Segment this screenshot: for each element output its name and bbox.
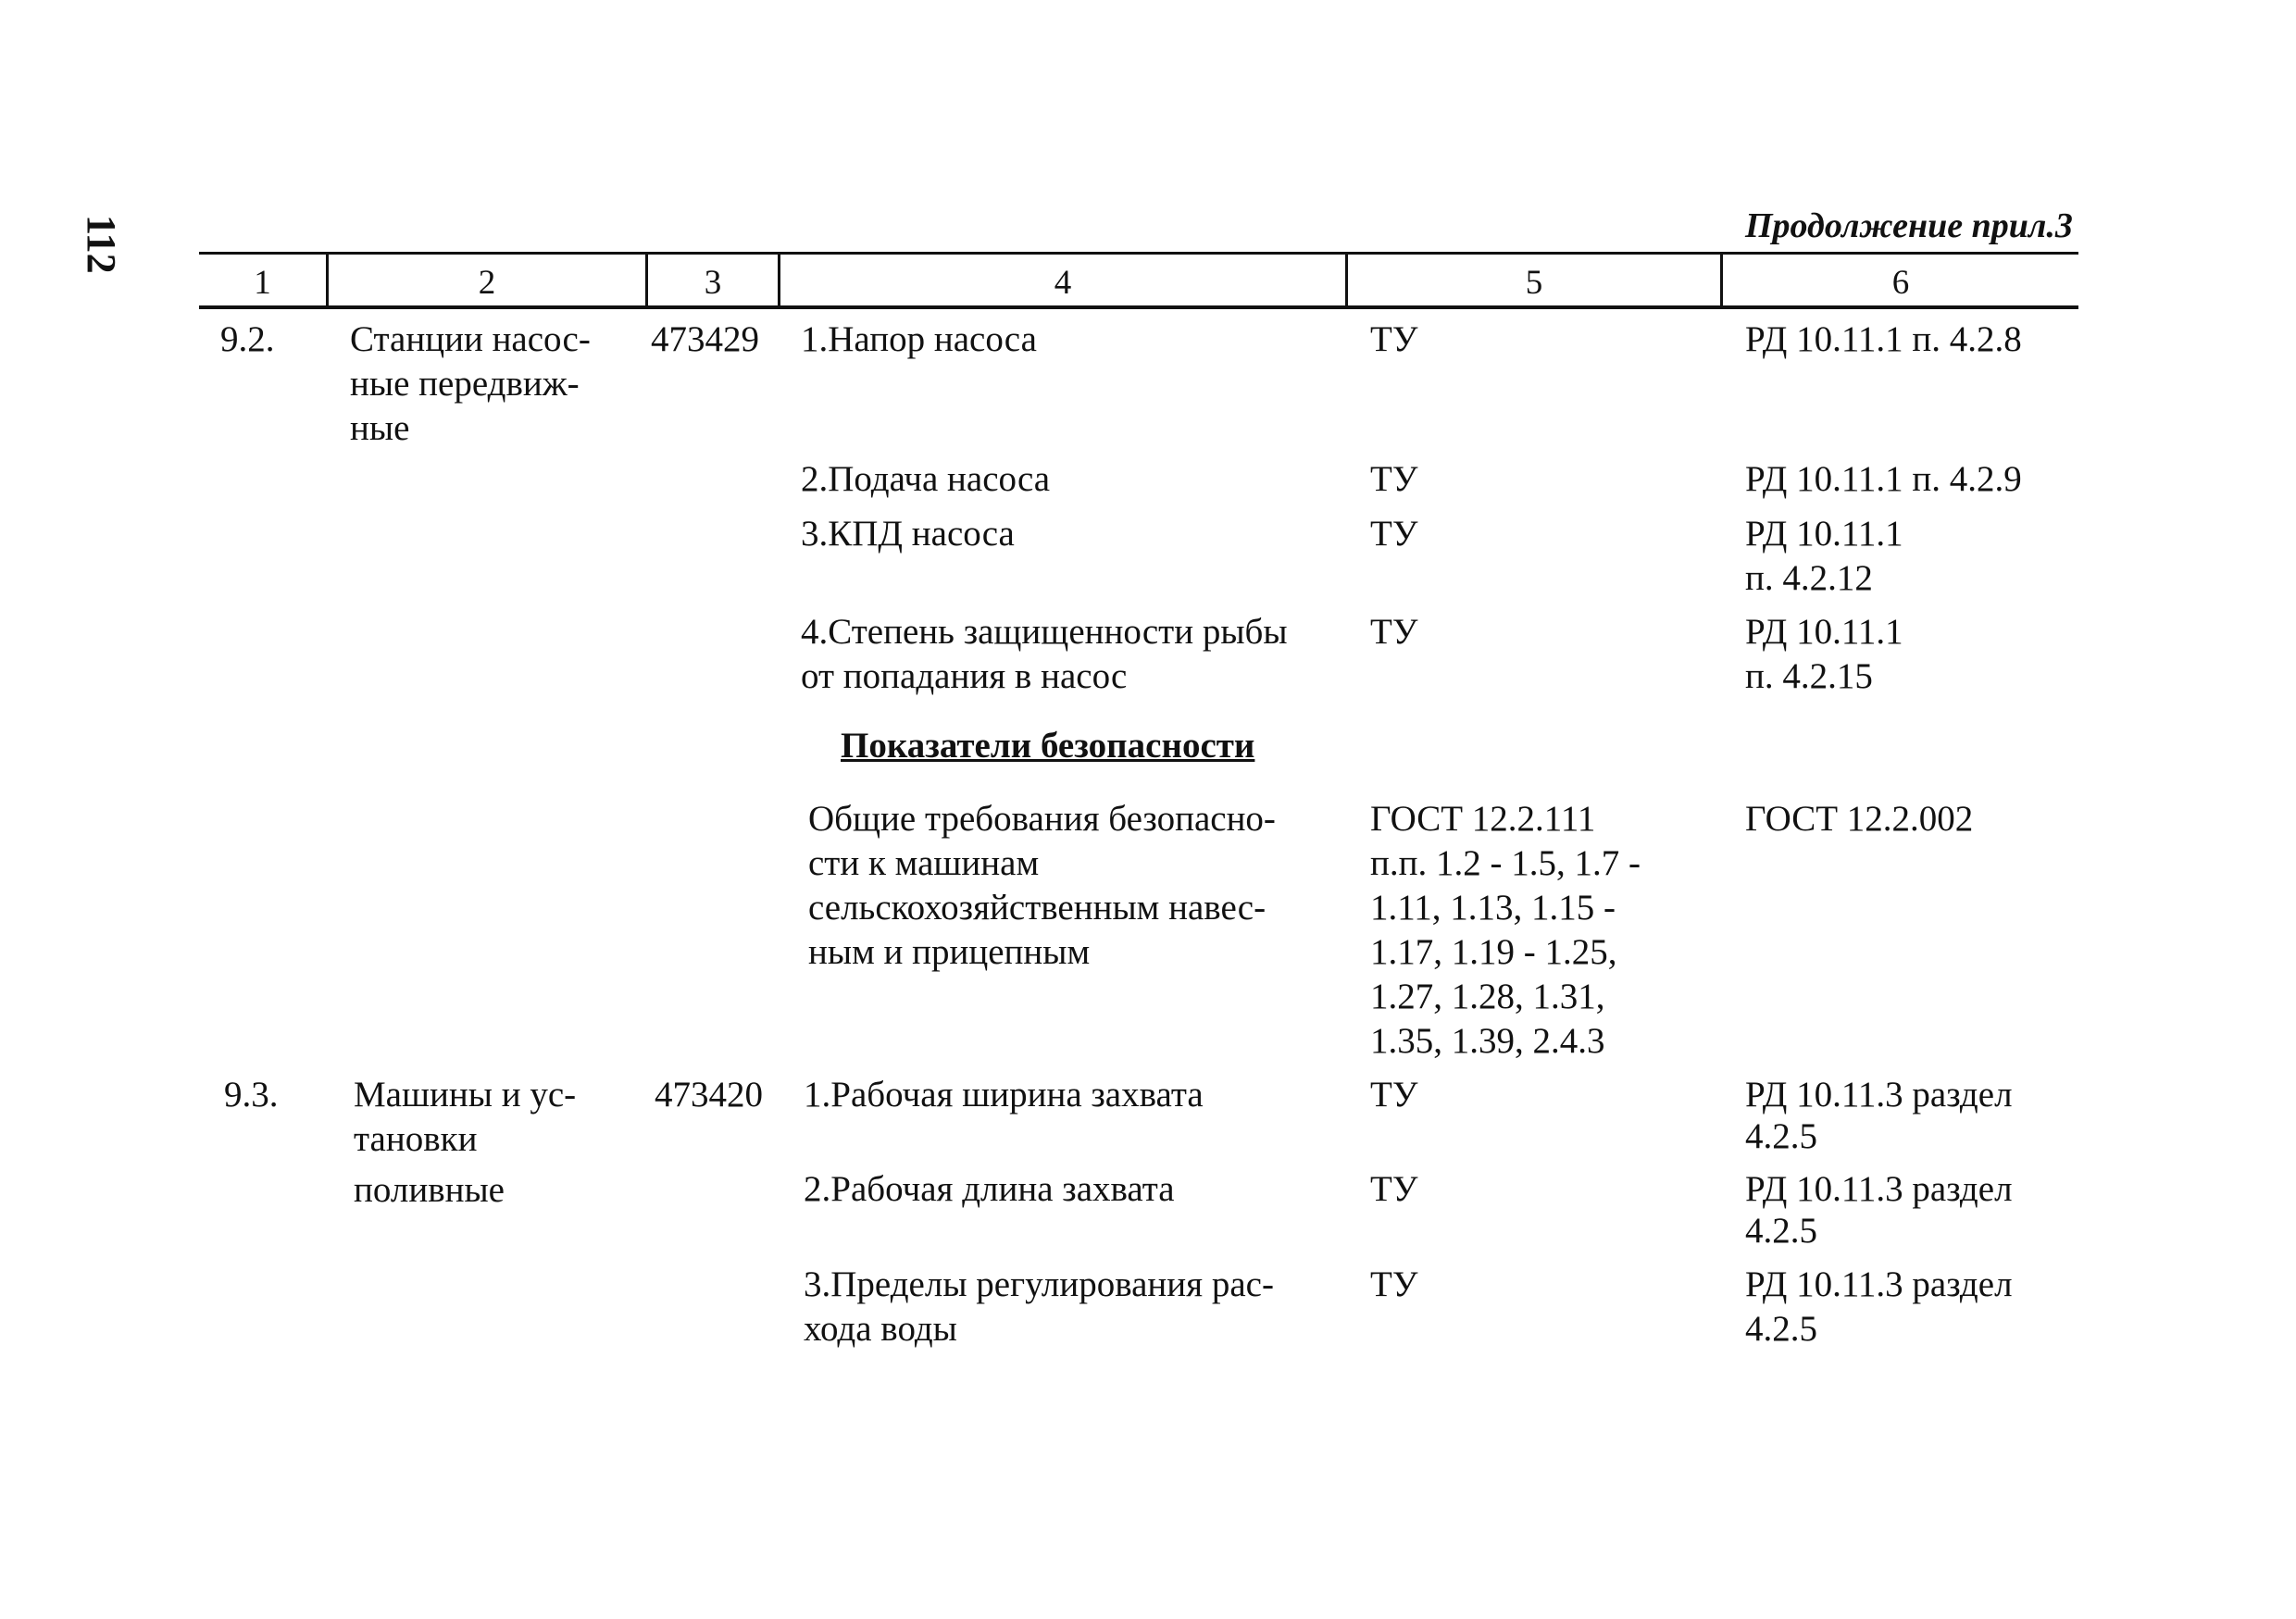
method-9-3-2: ТУ bbox=[1370, 1169, 1418, 1209]
safety-param-line-4: ным и прицепным bbox=[808, 932, 1091, 972]
param-9-3-1: 1.Рабочая ширина захвата bbox=[804, 1075, 1204, 1115]
param-9-2-3: 3.КПД насоса bbox=[801, 514, 1015, 554]
safety-method-line-6: 1.35, 1.39, 2.4.3 bbox=[1370, 1021, 1605, 1061]
safety-method-line-4: 1.17, 1.19 - 1.25, bbox=[1370, 932, 1617, 972]
doc-9-3-3-line-1: РД 10.11.3 раздел bbox=[1745, 1264, 2013, 1304]
group-9-3-name-line-2: тановки bbox=[354, 1119, 478, 1159]
section-title-safety: Показатели безопасности bbox=[841, 726, 1255, 766]
doc-9-3-2-line-1: РД 10.11.3 раздел bbox=[1745, 1169, 2013, 1209]
group-9-3-number: 9.3. bbox=[224, 1075, 279, 1115]
doc-9-2-3-line-2: п. 4.2.12 bbox=[1745, 558, 1873, 598]
method-9-2-1: ТУ bbox=[1370, 319, 1418, 359]
param-9-2-4-line-2: от попадания в насос bbox=[801, 656, 1128, 696]
table-header-bottom-rule bbox=[199, 305, 2078, 309]
safety-param-line-1: Общие требования безопасно- bbox=[808, 799, 1276, 839]
method-9-2-2: ТУ bbox=[1370, 459, 1418, 499]
doc-9-3-1-line-2: 4.2.5 bbox=[1745, 1116, 1817, 1156]
continuation-note: Продолжение прил.3 bbox=[1745, 206, 2073, 245]
header-col-3: 3 bbox=[704, 264, 722, 302]
safety-method-line-5: 1.27, 1.28, 1.31, bbox=[1370, 977, 1605, 1016]
param-9-2-1: 1.Напор насоса bbox=[801, 319, 1037, 359]
header-col-5: 5 bbox=[1525, 264, 1543, 302]
doc-9-2-4-line-1: РД 10.11.1 bbox=[1745, 612, 1903, 652]
param-9-3-3-line-1: 3.Пределы регулирования рас- bbox=[804, 1264, 1274, 1304]
safety-param-line-3: сельскохозяйственным навес- bbox=[808, 888, 1267, 928]
param-9-2-4-line-1: 4.Степень защищенности рыбы bbox=[801, 612, 1288, 652]
doc-9-2-4-line-2: п. 4.2.15 bbox=[1745, 656, 1873, 696]
param-9-3-2: 2.Рабочая длина захвата bbox=[804, 1169, 1175, 1209]
param-9-2-2: 2.Подача насоса bbox=[801, 459, 1051, 499]
method-9-3-3: ТУ bbox=[1370, 1264, 1418, 1304]
header-col-1: 1 bbox=[254, 264, 271, 302]
group-9-3-code: 473420 bbox=[655, 1075, 763, 1115]
group-9-2-name-line-1: Станции насос- bbox=[350, 319, 591, 359]
doc-9-2-3-line-1: РД 10.11.1 bbox=[1745, 514, 1903, 554]
doc-9-3-2-line-2: 4.2.5 bbox=[1745, 1211, 1817, 1251]
page-number: 112 bbox=[79, 215, 124, 274]
header-col-2: 2 bbox=[478, 264, 496, 302]
group-9-2-name-line-2: ные передвиж- bbox=[350, 364, 580, 404]
header-col-6: 6 bbox=[1891, 264, 1910, 302]
safety-param-line-2: сти к машинам bbox=[808, 843, 1040, 883]
doc-9-2-1: РД 10.11.1 п. 4.2.8 bbox=[1745, 319, 2022, 359]
doc-9-3-1-line-1: РД 10.11.3 раздел bbox=[1745, 1075, 2013, 1115]
group-9-2-name-line-3: ные bbox=[350, 408, 410, 448]
doc-9-2-2: РД 10.11.1 п. 4.2.9 bbox=[1745, 459, 2022, 499]
table-top-rule bbox=[199, 252, 2078, 255]
group-9-2-code: 473429 bbox=[651, 319, 759, 359]
safety-doc: ГОСТ 12.2.002 bbox=[1745, 799, 1974, 839]
doc-9-3-3-line-2: 4.2.5 bbox=[1745, 1309, 1817, 1349]
group-9-2-number: 9.2. bbox=[220, 319, 275, 359]
group-9-3-name-line-3: поливные bbox=[354, 1170, 505, 1210]
safety-method-line-1: ГОСТ 12.2.111 bbox=[1370, 799, 1596, 839]
header-col-4: 4 bbox=[1054, 264, 1072, 302]
method-9-2-4: ТУ bbox=[1370, 612, 1418, 652]
safety-method-line-3: 1.11, 1.13, 1.15 - bbox=[1370, 888, 1616, 928]
method-9-3-1: ТУ bbox=[1370, 1075, 1418, 1115]
param-9-3-3-line-2: хода воды bbox=[804, 1309, 957, 1349]
safety-method-line-2: п.п. 1.2 - 1.5, 1.7 - bbox=[1370, 843, 1641, 883]
group-9-3-name-line-1: Машины и ус- bbox=[354, 1075, 577, 1115]
method-9-2-3: ТУ bbox=[1370, 514, 1418, 554]
